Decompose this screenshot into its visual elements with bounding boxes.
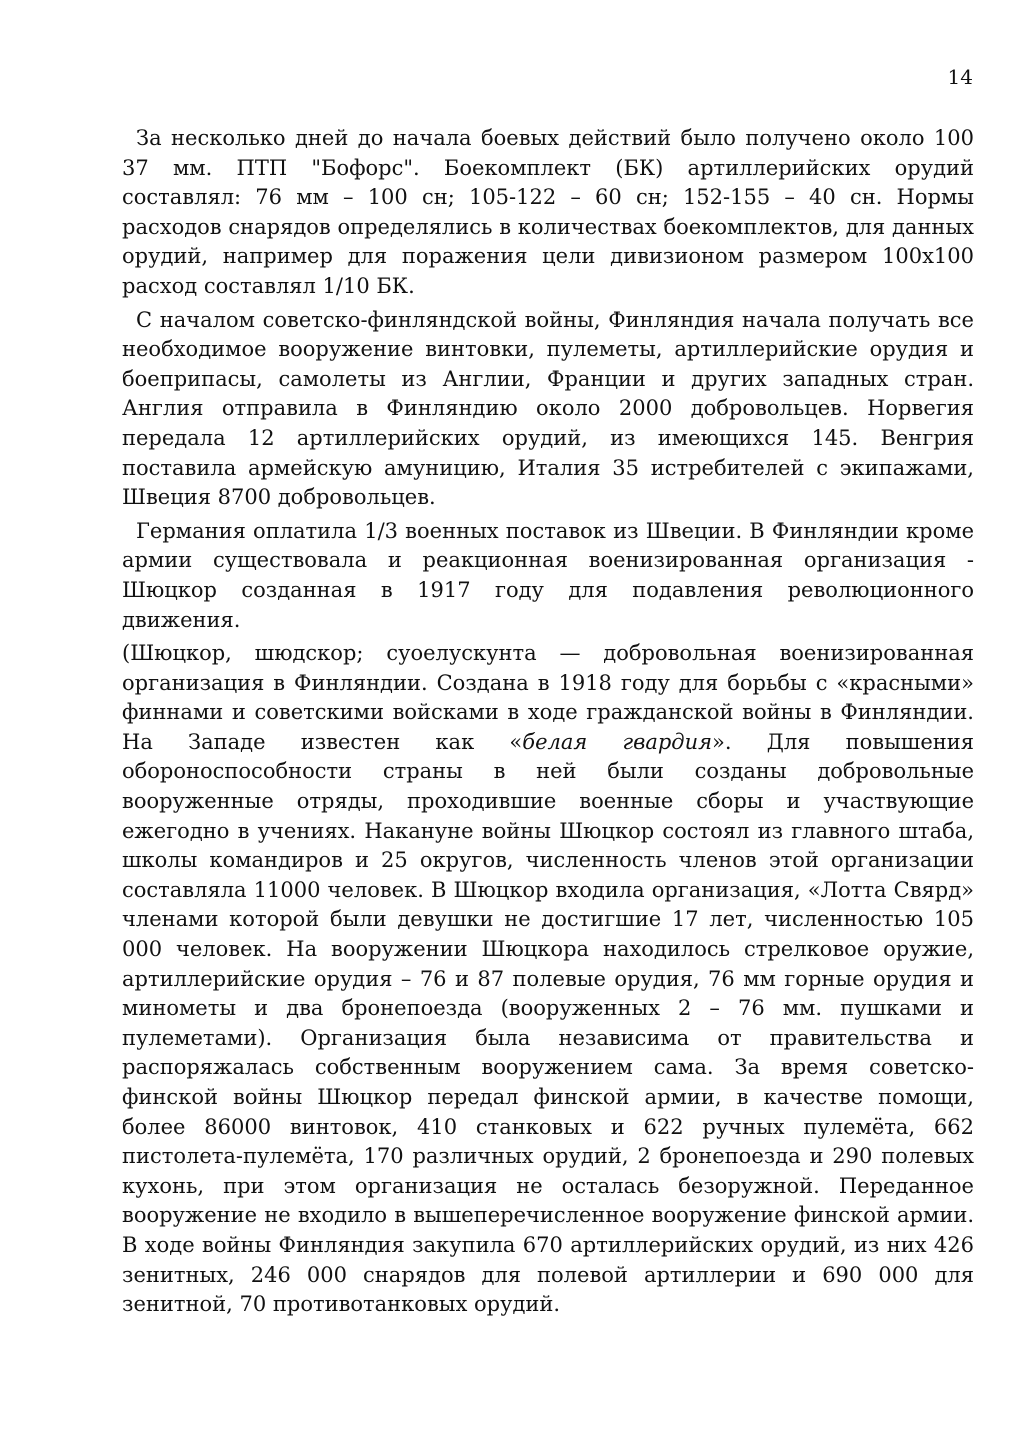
paragraph-ammunition: За несколько дней до начала боевых действий было получено около 100 37 мм. ПТП "Бофорс". Боекомплект (БК) артиллерийских орудий составлял: 76 мм – 100 сн; 105-122 – 60 сн; 152-155 – 40 сн. Нормы расходов снарядов определялись в количествах боекомплектов, для данных орудий, например для поражения цели дивизионом размером 100х100 расход составлял 1/10 БК. [122,126,974,298]
white-guard-italic: белая гвардия [522,729,713,754]
paragraph-shutskor-intro: Германия оплатила 1/3 военных поставок из Швеции. В Финляндии кроме армии существовала и реакционная военизированная организация - Шюцкор созданная в 1917 году для подавления революционного движения. [122,518,974,632]
paragraph-foreign-aid: С началом советско-финляндской войны, Финляндия начала получать все необходимое вооружение винтовки, пулеметы, артиллерийские орудия и боеприпасы, самолеты из Англии, Франции и других западных стран. Англия отправила в Финляндию около 2000 добровольцев. Норвегия передала 12 артиллерийских орудий, из имеющихся 145. Венгрия поставила армейскую амуницию, Италия 35 истребителей с экипажами, Швеция 8700 добровольцев. [122,307,974,510]
page-body [122,124,974,1324]
page-number: 14 [947,65,973,89]
shutskor-text-rest: ». Для повышения обороноспособности страны в ней были созданы добровольные вооруженные отряды, проходившие военные сборы и участвующие ежегодно в учениях. Накануне войны Шюцкор состоял из главного штаба, школы командиров и 25 округов, численность членов этой организации составляла 11000 человек. В Шюцкор входила организация, «Лотта Свярд» членами которой были девушки не достигшие 17 лет, численностью 105 000 человек. На вооружении Шюцкора находилось стрелковое оружие, артиллерийские орудия – 76 и 87 полевые орудия, 76 мм горные орудия и минометы и два бронепоезда (вооруженных 2 – 76 мм. пушками и пулеметами). Организация была независима от правительства и распоряжалась собственным вооружением сама. За время советско-финской войны Шюцкор передал финской армии, в качестве помощи, более 86000 винтовок, 410 станковых и 622 ручных пулемёта, 662 пистолета-пулемёта, 170 различных орудий, 2 бронепоезда и 290 полевых кухонь, при этом организация не осталась безоружной. Переданное вооружение не входило в вышеперечисленное вооружение финской армии. В ходе войны Финляндия закупила 670 артиллерийских орудий, из них 426 зенитных, 246 000 снарядов для полевой артиллерии и 690 000 для зенитной, 70 противотанковых орудий. [122,729,974,1317]
shutskor-text-start: (Шюцкор, шюдскор; суоелускунта — добровольная военизированная организация в Финляндии. Создана в 1918 году для борьбы с «красными» финнами и советскими войсками в ходе гражданской войны в Финляндии. На Западе известен как « [122,641,974,754]
paragraph-shutskor-details [122,639,974,1320]
